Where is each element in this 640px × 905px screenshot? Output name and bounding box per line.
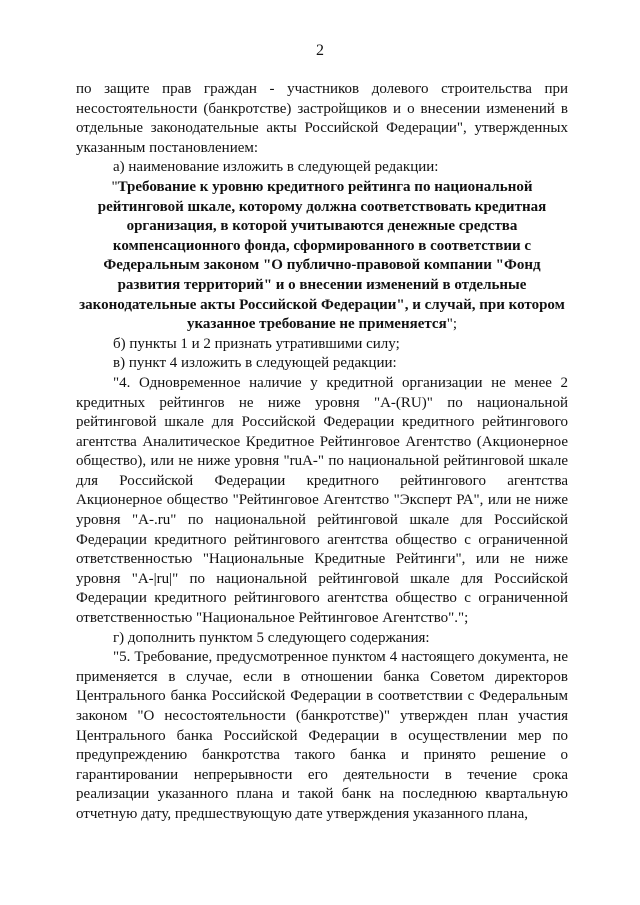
paragraph-point-4: "4. Одновременное наличие у кредитной организации не менее 2 кредитных рейтингов не ниже уровня "A-(RU)" по национальной рейтинговой шкале для Российской Федерации кредитного рейтингового агентства Аналитическое Кредитное Рейтинговое Агентство (Акционерное общество), или не ниже уровня "ruA-" по национальной рейтинговой шкале для Российской Федерации кредитного рейтингового агентства Акционерное общество "Рейтинговое Агентство "Эксперт РА", или не ниже уровня "A-.ru" по национальной рейтинговой шкале для Российской Федерации кредитного рейтингового агентства общество с ограниченной ответственностью "Национальные Кредитные Рейтинги", или не ниже уровня "A-|ru|" по национальной рейтинговой шкале для Российской Федерации кредитного рейтингового агентства общество с ограниченной ответственностью "Национальное Рейтинговое Агентство"."; <box>76 374 568 627</box>
title-open-quote: " <box>111 178 118 195</box>
page-number: 2 <box>316 42 324 59</box>
title-close-quote: "; <box>446 316 457 333</box>
paragraph-item-g: г) дополнить пунктом 5 следующего содержания: <box>113 629 430 646</box>
title-text: Требование к уровню кредитного рейтинга по национальной рейтинговой шкале, которому должна соответствовать кредитная организация, в которой учитываются денежные средства компенсационного фонда, сформированного в соответствии с Федеральным законом "О публично-правовой компании "Фонд развития территорий" и о внесении изменений в отдельные законодательные акты Российской Федерации", и случай, при котором указанное требование не применяется <box>79 178 565 333</box>
paragraph-point-5: "5. Требование, предусмотренное пунктом 4 настоящего документа, не применяется в случае, если в отношении банка Советом директоров Центрального банка Российской Федерации в соответствии с Федеральным законом "О несостоятельности (банкротстве)" утвержден план участия Центрального банка Российской Федерации в осуществлении мер по предупреждению банкротства такого банка и принято решение о гарантировании непрерывности его деятельности в течение срока реализации указанного плана и такой банк на последнюю квартальную отчетную дату, предшествующую дате утверждения указанного плана, <box>76 649 568 822</box>
document-title-quote <box>76 178 568 335</box>
paragraph-intro: по защите прав граждан - участников долевого строительства при несостоятельности (банкротстве) застройщиков и о внесении изменений в отдельные законодательные акты Российской Федерации", утвержденных указанным постановлением: <box>76 81 568 156</box>
paragraph-item-v: в) пункт 4 изложить в следующей редакции: <box>113 355 397 372</box>
document-body <box>76 80 568 825</box>
paragraph-item-b: б) пункты 1 и 2 признать утратившими силу; <box>113 335 400 352</box>
paragraph-item-a: а) наименование изложить в следующей редакции: <box>113 159 439 176</box>
